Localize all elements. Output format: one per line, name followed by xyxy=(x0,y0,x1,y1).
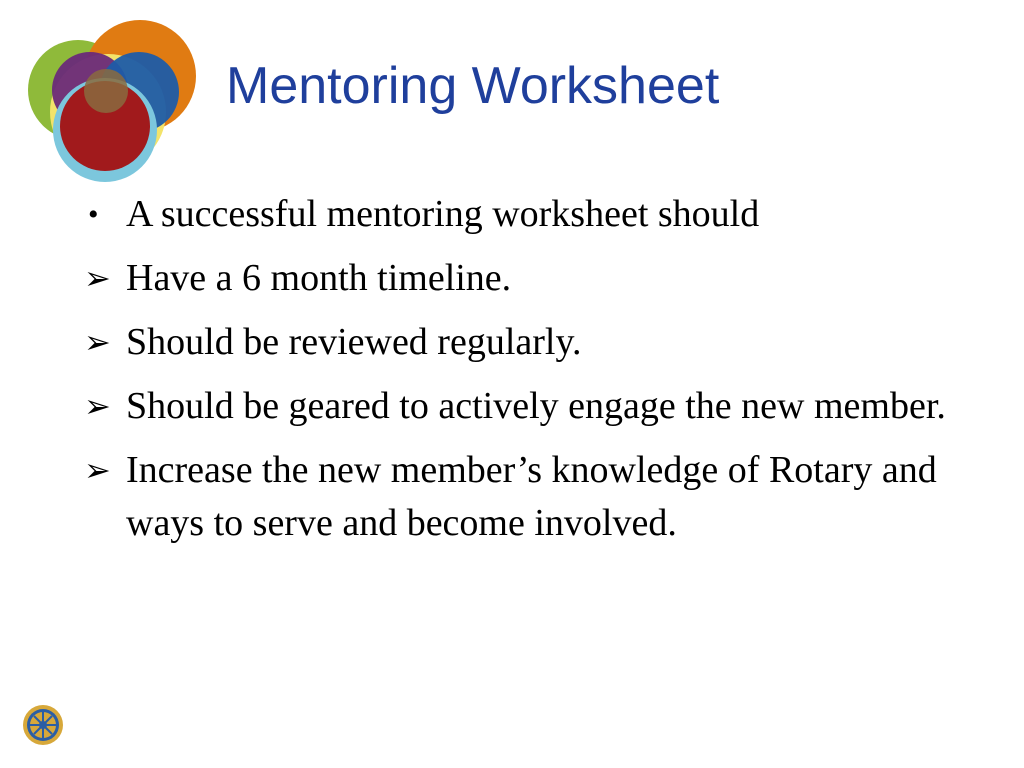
list-item xyxy=(84,316,964,369)
rotary-wheel-icon xyxy=(22,704,64,746)
list-item-text: Should be geared to actively engage the new member. xyxy=(126,385,946,427)
bullet-dot-icon: • xyxy=(88,198,99,231)
list-item xyxy=(84,252,964,305)
overlapping-circles-icon xyxy=(20,18,205,188)
arrowhead-bullet-icon: ➢ xyxy=(84,324,111,360)
arrowhead-bullet-icon: ➢ xyxy=(84,260,111,296)
list-item-text: Have a 6 month timeline. xyxy=(126,257,512,299)
bullet-list xyxy=(84,188,964,561)
arrowhead-bullet-icon: ➢ xyxy=(84,388,111,424)
list-item xyxy=(84,188,964,241)
arrowhead-bullet-icon: ➢ xyxy=(84,452,111,488)
list-item xyxy=(84,380,964,433)
list-item-text: A successful mentoring worksheet should xyxy=(126,193,760,235)
list-item-text: Increase the new member’s knowledge of Rotary and ways to serve and become involved. xyxy=(126,449,937,544)
slide-title: Mentoring Worksheet xyxy=(226,57,720,115)
list-item xyxy=(84,444,964,550)
list-item-text: Should be reviewed regularly. xyxy=(126,321,582,363)
